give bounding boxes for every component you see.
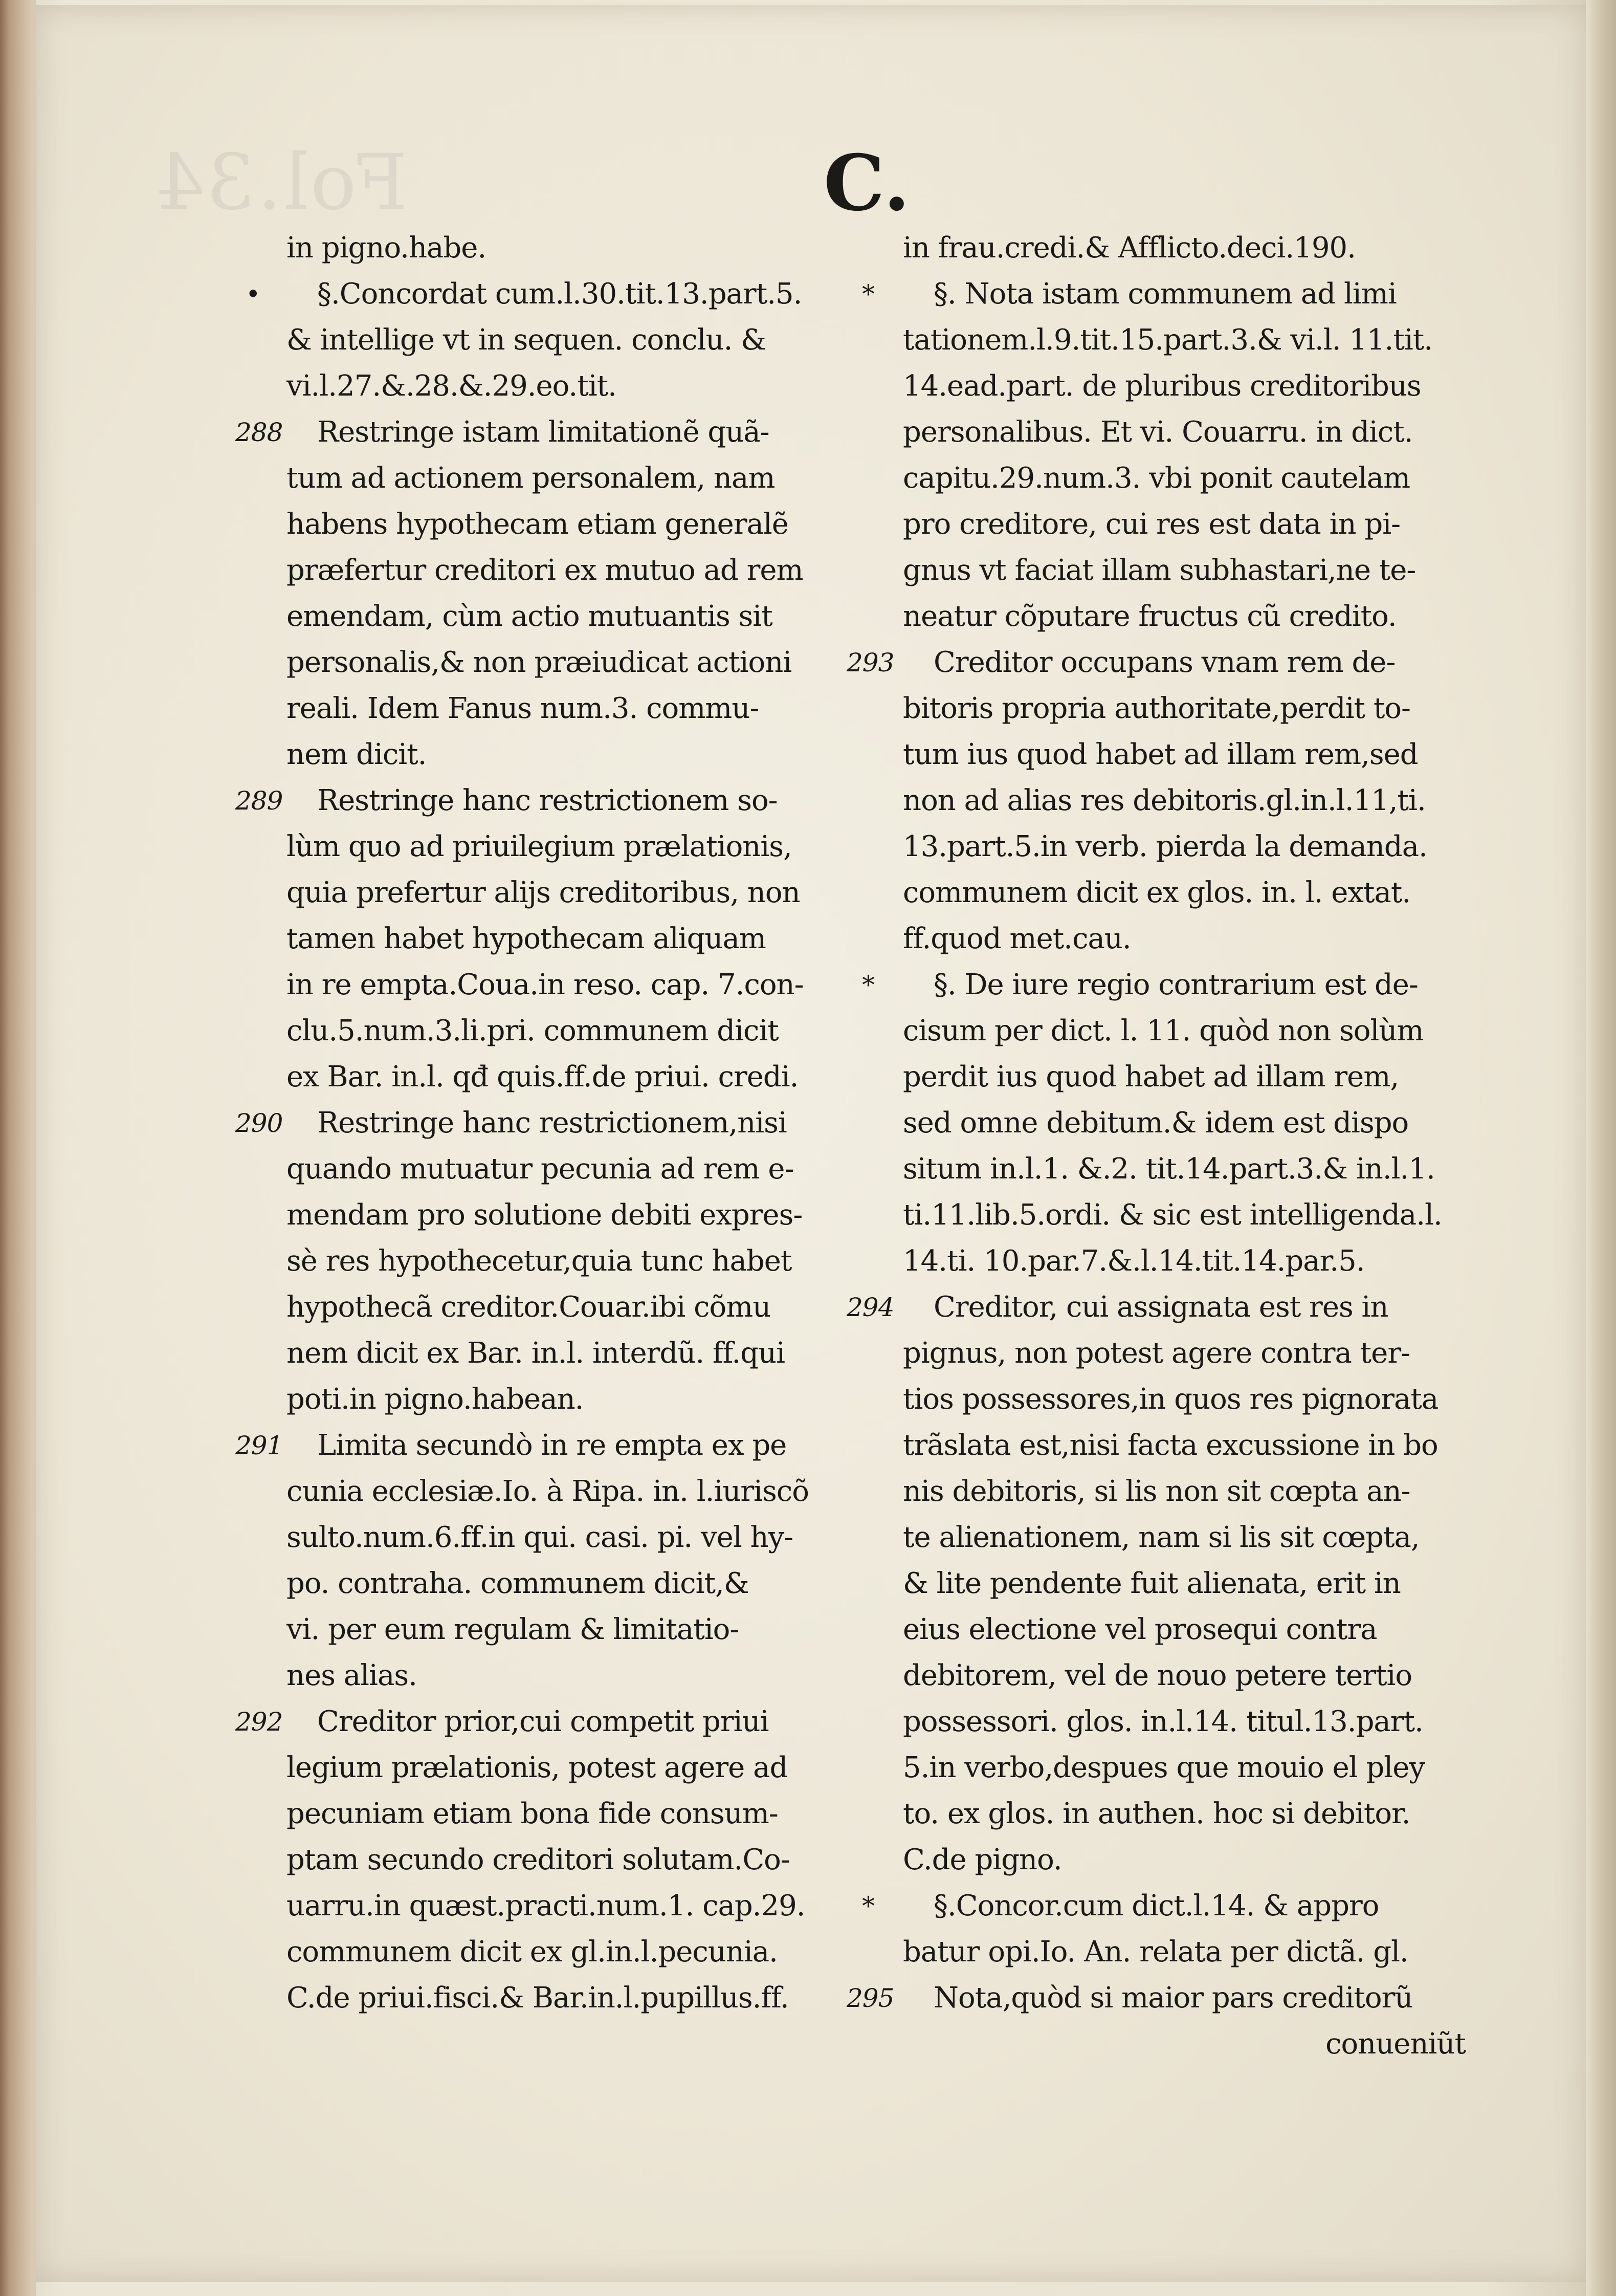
text-line: [903, 594, 1466, 640]
text-line: [903, 1146, 1466, 1192]
line-text: mendam pro solutione debiti expres-: [286, 1198, 803, 1232]
line-text: §. Nota istam communem ad limi: [934, 277, 1397, 311]
section-number: 290: [235, 1108, 283, 1138]
section-number: 291: [235, 1431, 283, 1460]
line-text: §.Concor.cum dict.l.14. & appro: [934, 1889, 1379, 1922]
line-text: trãslata est,nisi facta excussione in bo: [903, 1429, 1438, 1462]
line-text: Restringe istam limitationẽ quã-: [317, 416, 769, 449]
line-text: 13.part.5.in verb. pierda la demanda.: [903, 830, 1427, 863]
text-line: [903, 548, 1466, 594]
line-text: cisum per dict. l. 11. quòd non solùm: [903, 1014, 1424, 1047]
line-text: tios possessores,in quos res pignorata: [903, 1383, 1438, 1416]
line-text: quia prefertur alijs creditoribus, non: [286, 876, 800, 909]
text-line: [903, 317, 1466, 363]
margin-marker: *: [862, 279, 874, 309]
line-text: tum ad actionem personalem, nam: [286, 462, 775, 495]
line-text: lùm quo ad priuilegium prælationis,: [286, 830, 792, 863]
text-line: [862, 271, 1466, 317]
line-text: 5.in verbo,despues que mouio el pley: [903, 1751, 1425, 1784]
text-line: [903, 2021, 1466, 2067]
line-text: §.Concordat cum.l.30.tit.13.part.5.: [317, 277, 802, 311]
line-text: tum ius quod habet ad illam rem,sed: [903, 738, 1418, 771]
text-line: [286, 824, 839, 870]
text-line: [903, 1192, 1466, 1238]
line-text: tamen habet hypothecam aliquam: [286, 922, 766, 955]
text-line: [903, 1100, 1466, 1146]
text-line: [903, 1653, 1466, 1699]
line-text: po. contraha. communem dicit,&: [286, 1567, 749, 1600]
line-text: poti.in pigno.habean.: [286, 1383, 584, 1416]
text-line: [286, 1607, 839, 1653]
text-line: [286, 1975, 839, 2021]
line-text: Creditor occupans vnam rem de-: [934, 646, 1396, 679]
text-line: [286, 1376, 839, 1423]
text-line: [903, 778, 1466, 824]
line-text: pro creditore, cui res est data in pi-: [903, 508, 1401, 541]
text-line: [286, 548, 839, 594]
line-text: gnus vt faciat illam subhastari,ne te-: [903, 554, 1416, 587]
section-number: 292: [235, 1707, 283, 1737]
text-line: [903, 1423, 1466, 1469]
line-text: nis debitoris, si lis non sit cœpta an-: [903, 1475, 1410, 1508]
page-left-edge: [0, 0, 36, 2296]
text-line: [286, 1561, 839, 1607]
line-text: nem dicit ex Bar. in.l. interdũ. ff.qui: [286, 1337, 785, 1370]
line-text: ti.11.lib.5.ordi. & sic est intelligenda.l.: [903, 1198, 1442, 1232]
line-text: bitoris propria authoritate,perdit to-: [903, 692, 1410, 725]
line-text: batur opi.Io. An. relata per dictã. gl.: [903, 1935, 1408, 1969]
text-line: [903, 1469, 1466, 1515]
margin-marker: *: [862, 1891, 874, 1921]
text-line: [286, 1238, 839, 1284]
text-line: [903, 916, 1466, 962]
text-line: [903, 501, 1466, 548]
text-line: [847, 640, 1466, 686]
line-text: eius electione vel prosequi contra: [903, 1613, 1377, 1646]
text-line: [286, 455, 839, 501]
line-text: C.de pigno.: [903, 1843, 1062, 1876]
line-text: perdit ius quod habet ad illam rem,: [903, 1060, 1399, 1094]
line-text: in pigno.habe.: [286, 231, 486, 265]
line-text: tationem.l.9.tit.15.part.3.& vi.l. 11.tit.: [903, 323, 1433, 357]
line-text: vi.l.27.&.28.&.29.eo.tit.: [286, 369, 616, 403]
text-line: [903, 1561, 1466, 1607]
text-line: [903, 1791, 1466, 1837]
text-line: [286, 1008, 839, 1054]
line-text: Creditor prior,cui competit priui: [317, 1705, 769, 1738]
line-text: nes alias.: [286, 1659, 417, 1692]
line-text: debitorem, vel de nouo petere tertio: [903, 1659, 1412, 1692]
line-text: non ad alias res debitoris.gl.in.l.11,ti.: [903, 784, 1426, 817]
line-text: C.de priui.fisci.& Bar.in.l.pupillus.ff.: [286, 1981, 789, 2015]
text-line: [286, 1653, 839, 1699]
line-text: communem dicit ex gl.in.l.pecunia.: [286, 1935, 778, 1969]
text-line: [847, 1284, 1466, 1330]
text-line: [286, 363, 839, 409]
line-text: personalis,& non præiudicat actioni: [286, 646, 792, 679]
left-column: [235, 225, 839, 2021]
line-text: cunia ecclesiæ.Io. à Ripa. in. l.iuriscõ: [286, 1475, 809, 1508]
text-line: [286, 1284, 839, 1330]
line-text: pignus, non potest agere contra ter-: [903, 1337, 1410, 1370]
text-line: [246, 271, 839, 317]
text-line: [903, 732, 1466, 778]
text-line: [286, 1192, 839, 1238]
line-text: clu.5.num.3.li.pri. communem dicit: [286, 1014, 779, 1047]
text-line: [235, 778, 839, 824]
line-text: to. ex glos. in authen. hoc si debitor.: [903, 1797, 1410, 1830]
page-letter: C.: [824, 138, 910, 228]
text-line: [903, 1238, 1466, 1284]
line-text: conueniũt: [1325, 2027, 1466, 2061]
line-text: hypothecã creditor.Couar.ibi cõmu: [286, 1291, 771, 1324]
line-text: ff.quod met.cau.: [903, 922, 1131, 955]
text-line: [903, 363, 1466, 409]
text-line: [286, 870, 839, 916]
text-line: [903, 455, 1466, 501]
text-line: [903, 1376, 1466, 1423]
text-line: [286, 1330, 839, 1376]
line-text: ptam secundo creditori solutam.Co-: [286, 1843, 790, 1876]
line-text: nem dicit.: [286, 738, 427, 771]
line-text: personalibus. Et vi. Couarru. in dict.: [903, 416, 1413, 449]
section-number: 293: [847, 648, 894, 677]
line-text: pecuniam etiam bona fide consum-: [286, 1797, 778, 1830]
text-line: [286, 594, 839, 640]
text-line: [286, 1745, 839, 1791]
text-line: [286, 640, 839, 686]
text-line: [903, 1515, 1466, 1561]
text-line: [286, 1929, 839, 1975]
text-line: [286, 916, 839, 962]
line-text: quando mutuatur pecunia ad rem e-: [286, 1152, 794, 1186]
text-line: [847, 1975, 1466, 2021]
line-text: & intellige vt in sequen. conclu. &: [286, 323, 766, 357]
line-text: communem dicit ex glos. in. l. extat.: [903, 876, 1411, 909]
margin-marker: •: [246, 279, 260, 309]
line-text: legium prælationis, potest agere ad: [286, 1751, 788, 1784]
text-line: [235, 409, 839, 455]
text-line: [286, 1146, 839, 1192]
text-line: [903, 1745, 1466, 1791]
text-line: [286, 1469, 839, 1515]
line-text: vi. per eum regulam & limitatio-: [286, 1613, 739, 1646]
text-line: [903, 1008, 1466, 1054]
line-text: situm in.l.1. &.2. tit.14.part.3.& in.l.1.: [903, 1152, 1435, 1186]
line-text: emendam, cùm actio mutuantis sit: [286, 600, 772, 633]
text-line: [903, 1330, 1466, 1376]
line-text: capitu.29.num.3. vbi ponit cautelam: [903, 462, 1410, 495]
right-column: [847, 225, 1466, 2067]
text-line: [903, 1837, 1466, 1883]
text-line: [286, 1515, 839, 1561]
line-text: te alienationem, nam si lis sit cœpta,: [903, 1521, 1420, 1554]
text-line: [286, 317, 839, 363]
text-line: [286, 225, 839, 271]
text-line: [286, 732, 839, 778]
line-text: Restringe hanc restrictionem,nisi: [317, 1106, 787, 1140]
page-right-edge: [1586, 0, 1616, 2296]
line-text: neatur cõputare fructus cũ credito.: [903, 600, 1397, 633]
text-line: [862, 962, 1466, 1008]
text-line: [286, 501, 839, 548]
line-text: possessori. glos. in.l.14. titul.13.part.: [903, 1705, 1423, 1738]
line-text: ex Bar. in.l. qđ quis.ff.de priui. credi.: [286, 1060, 799, 1094]
section-number: 289: [235, 786, 283, 816]
text-line: [286, 1837, 839, 1883]
line-text: & lite pendente fuit alienata, erit in: [903, 1567, 1401, 1600]
line-text: 14.ead.part. de pluribus creditoribus: [903, 369, 1421, 403]
line-text: sulto.num.6.ff.in qui. casi. pi. vel hy-: [286, 1521, 793, 1554]
text-line: [286, 686, 839, 732]
text-line: [903, 409, 1466, 455]
text-line: [286, 962, 839, 1008]
text-line: [903, 1054, 1466, 1100]
text-line: [903, 225, 1466, 271]
text-line: [903, 686, 1466, 732]
text-line: [235, 1423, 839, 1469]
line-text: sed omne debitum.& idem est dispo: [903, 1106, 1409, 1140]
text-line: [903, 1699, 1466, 1745]
line-text: sè res hypothecetur,quia tunc habet: [286, 1244, 792, 1278]
line-text: in re empta.Coua.in reso. cap. 7.con-: [286, 968, 804, 1001]
line-text: in frau.credi.& Afflicto.deci.190.: [903, 231, 1356, 265]
text-line: [235, 1699, 839, 1745]
bleed-through-text: Fol.34: [153, 138, 408, 227]
line-text: uarru.in quæst.practi.num.1. cap.29.: [286, 1889, 805, 1922]
text-line: [903, 1607, 1466, 1653]
section-number: 294: [847, 1293, 894, 1322]
text-line: [903, 1929, 1466, 1975]
line-text: Nota,quòd si maior pars creditorũ: [934, 1981, 1413, 2015]
line-text: reali. Idem Fanus num.3. commu-: [286, 692, 759, 725]
line-text: Limita secundò in re empta ex pe: [317, 1429, 787, 1462]
text-line: [235, 1100, 839, 1146]
margin-marker: *: [862, 970, 874, 1000]
text-line: [286, 1054, 839, 1100]
section-number: 288: [235, 418, 283, 447]
text-line: [903, 824, 1466, 870]
text-line: [903, 870, 1466, 916]
line-text: præfertur creditori ex mutuo ad rem: [286, 554, 803, 587]
line-text: Creditor, cui assignata est res in: [934, 1291, 1388, 1324]
line-text: habens hypothecam etiam generalẽ: [286, 508, 788, 541]
line-text: 14.ti. 10.par.7.&.l.14.tit.14.par.5.: [903, 1244, 1365, 1278]
text-line: [862, 1883, 1466, 1929]
line-text: §. De iure regio contrarium est de-: [934, 968, 1418, 1001]
line-text: Restringe hanc restrictionem so-: [317, 784, 778, 817]
text-line: [286, 1883, 839, 1929]
text-line: [286, 1791, 839, 1837]
section-number: 295: [847, 1983, 894, 2013]
